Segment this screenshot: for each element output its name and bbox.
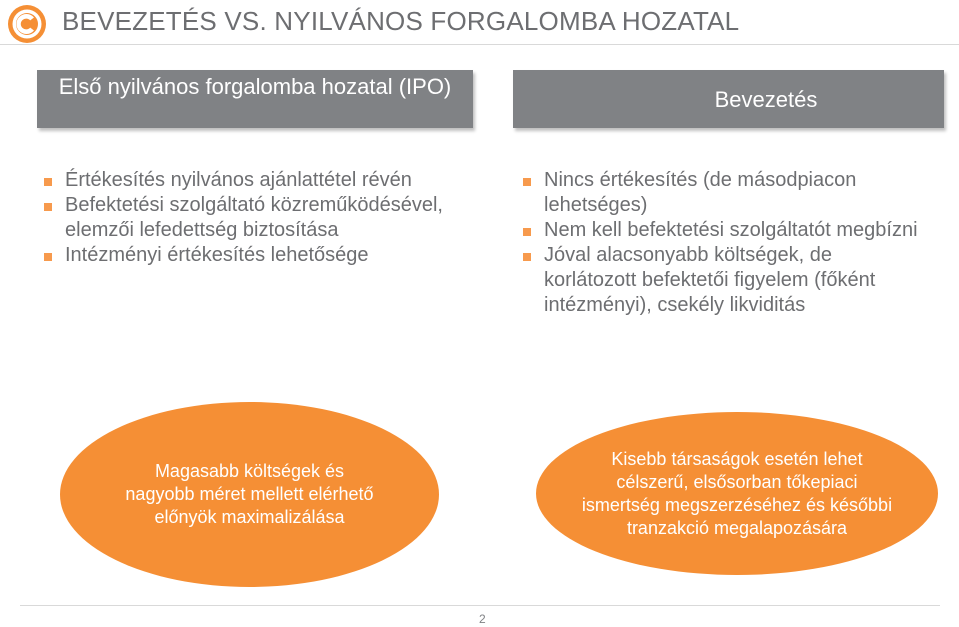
page-title: BEVEZETÉS VS. NYILVÁNOS FORGALOMBA HOZATAL — [62, 6, 740, 36]
title-divider — [0, 44, 959, 45]
bullet-text: Értékesítés nyilvános ajánlattétel révén — [65, 169, 412, 191]
square-bullet-icon — [44, 253, 52, 261]
ipo-bullet-list — [41, 168, 461, 268]
list-item — [520, 218, 920, 243]
ipo-heading-text: Első nyilvános forgalomba hozatal (IPO) — [58, 74, 452, 99]
list-item — [41, 193, 461, 243]
square-bullet-icon — [44, 178, 52, 186]
ipo-heading-box — [37, 70, 473, 128]
square-bullet-icon — [44, 203, 52, 211]
circle-c-logo-icon — [7, 4, 47, 44]
bullet-text: Jóval alacsonyabb költségek, de korlátozott befektetői figyelem (főként intézményi), csekély likviditás — [544, 244, 876, 316]
list-item — [41, 243, 461, 268]
bevezetes-bullet-list — [520, 168, 920, 318]
bullet-text: Befektetési szolgáltató közreműködésével, elemzői lefedettség biztosítása — [65, 194, 443, 241]
bullet-text: Nincs értékesítés (de másodpiacon lehetséges) — [544, 169, 857, 216]
list-item — [520, 168, 920, 218]
bullet-text: Intézményi értékesítés lehetősége — [65, 244, 369, 266]
list-item — [520, 243, 920, 318]
bevezetes-heading-text: Bevezetés — [714, 87, 818, 112]
bullet-text: Nem kell befektetési szolgáltatót megbízni — [544, 219, 918, 241]
bevezetes-summary-text: Kisebb társaságok esetén lehet célszerű, elsősorban tőkepiaci ismertség megszerzéséhez és későbbi tranzakció megalapozására — [581, 448, 893, 538]
ipo-summary-ellipse — [60, 402, 439, 587]
bevezetes-summary-ellipse — [536, 412, 938, 575]
square-bullet-icon — [523, 178, 531, 186]
list-item — [41, 168, 461, 193]
footer-divider — [20, 605, 940, 606]
bevezetes-heading-box — [513, 70, 944, 128]
square-bullet-icon — [523, 253, 531, 261]
square-bullet-icon — [523, 228, 531, 236]
page-number: 2 — [479, 612, 486, 626]
ipo-summary-text: Magasabb költségek és nagyobb méret mellett elérhető előnyök maximalizálása — [125, 461, 374, 527]
